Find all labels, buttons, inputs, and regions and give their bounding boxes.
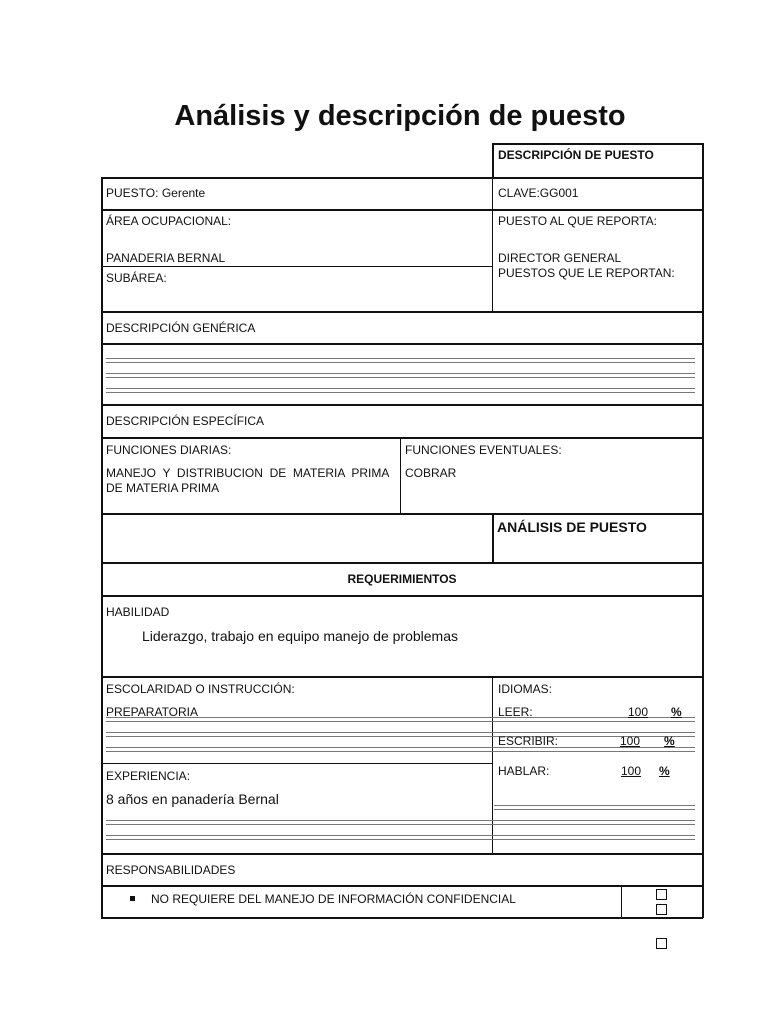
puesto-field [106,186,205,200]
frame-line [101,562,703,564]
frame-line [101,676,703,678]
area-value: PANADERIA BERNAL [106,251,226,265]
frame-line [621,885,622,918]
hablar-label: HABLAR: [498,764,550,778]
checkbox-icon[interactable] [656,889,667,900]
leer-percent: % [671,705,682,719]
responsabilidad-item: NO REQUIERE DEL MANEJO DE INFORMACIÓN CONFIDENCIAL [151,892,516,906]
blank-line [106,358,695,363]
diarias-label: FUNCIONES DIARIAS: [106,443,232,457]
frame-line [101,311,703,313]
area-label: ÁREA OCUPACIONAL: [106,214,232,228]
requerimientos-header: REQUERIMIENTOS [347,572,457,586]
escolaridad-label: ESCOLARIDAD O INSTRUCCIÓN: [106,682,295,696]
reporta-label: PUESTO AL QUE REPORTA: [498,214,657,228]
reporta-value: DIRECTOR GENERAL [498,251,622,265]
frame-line [101,404,703,406]
frame-line [101,343,703,345]
habilidad-value: Liderazgo, trabajo en equipo manejo de problemas [142,628,458,644]
checkbox-icon[interactable] [656,938,667,949]
bullet-icon [130,896,135,901]
especifica-label: DESCRIPCIÓN ESPECÍFICA [106,414,265,428]
frame-line [101,885,703,887]
hablar-value: 100 [620,764,642,778]
frame-line [400,437,401,514]
frame-line [101,266,492,267]
frame-line [492,143,703,145]
eventuales-label: FUNCIONES EVENTUALES: [405,443,562,457]
diarias-value-line1: MANEJO Y DISTRIBUCION DE MATERIA PRIMA [106,466,390,480]
page-title: Análisis y descripción de puesto [174,100,626,132]
analisis-header: ANÁLISIS DE PUESTO [497,519,647,535]
subarea-label: SUBÁREA: [106,271,167,285]
escribir-label: ESCRIBIR: [498,734,559,748]
frame-line [492,676,493,854]
blank-line [106,835,695,840]
frame-line [101,853,703,855]
frame-line [101,209,703,211]
blank-line [494,805,695,810]
frame-line [101,595,703,597]
generica-label: DESCRIPCIÓN GENÉRICA [106,321,256,335]
leer-value: 100 [627,705,649,719]
blank-line [106,820,695,825]
clave-field: CLAVE:GG001 [498,186,579,200]
frame-line [101,177,703,179]
escolaridad-value: PREPARATORIA [106,705,199,719]
frame-line [101,917,703,919]
responsabilidades-label: RESPONSABILIDADES [106,863,236,877]
frame-line [492,177,493,311]
le-reportan-label: PUESTOS QUE LE REPORTAN: [498,266,675,280]
puesto-label: PUESTO: [106,186,159,200]
escribir-percent: % [664,734,675,748]
descripcion-header: DESCRIPCIÓN DE PUESTO [498,148,654,162]
leer-label: LEER: [498,705,533,719]
frame-line [101,513,703,515]
blank-line [106,373,695,378]
frame-line [101,437,703,439]
frame-line [101,763,492,764]
diarias-value-line2: DE MATERIA PRIMA [106,481,220,495]
experiencia-label: EXPERIENCIA: [106,769,191,783]
idiomas-label: IDIOMAS: [498,682,553,696]
checkbox-icon[interactable] [656,904,667,915]
eventuales-value: COBRAR [405,466,457,480]
frame-line [101,177,103,918]
puesto-value: Gerente [161,186,206,200]
hablar-percent: % [659,764,670,778]
habilidad-label: HABILIDAD [106,605,170,619]
frame-line [492,513,494,563]
escribir-value: 100 [619,734,641,748]
frame-line [492,143,494,178]
frame-line [702,143,704,918]
experiencia-value: 8 años en panadería Bernal [106,791,279,807]
blank-line [106,388,695,393]
